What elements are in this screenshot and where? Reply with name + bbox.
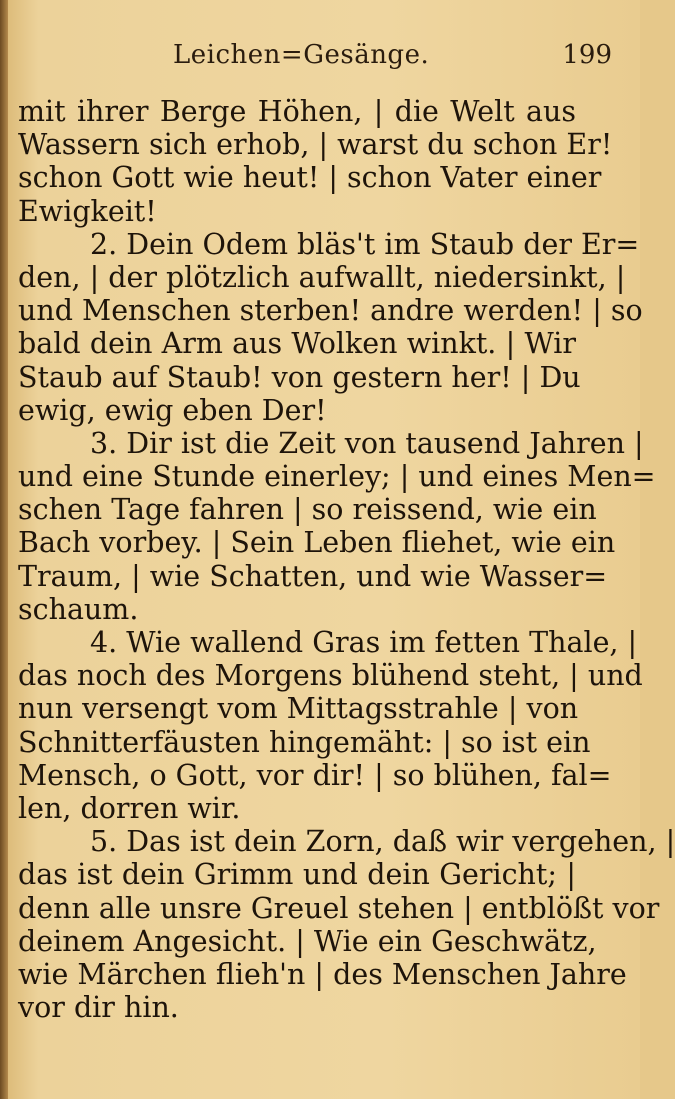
text-line: Traum, | wie Schatten, und wie Wasser= xyxy=(18,559,608,593)
text-line: nun versengt vom Mittagsstrahle | von xyxy=(18,692,579,726)
text-line: Bach vorbey. | Sein Leben fliehet, wie ein xyxy=(18,526,616,560)
text-line: bald dein Arm aus Wolken winkt. | Wir xyxy=(18,327,576,361)
text-line: Ewigkeit! xyxy=(18,194,157,228)
text-line: das noch des Morgens blühend steht, | und xyxy=(18,659,643,693)
page-header xyxy=(18,40,612,80)
text-line: Wassern sich erhob, | warst du schon Er! xyxy=(18,128,613,162)
page-gutter-edge xyxy=(0,0,8,1099)
text-line: Schnitterfäusten hingemäht: | so ist ein xyxy=(18,725,591,759)
text-line: wie Märchen flieh'n | des Menschen Jahre xyxy=(18,957,627,991)
text-line: den, | der plötzlich aufwallt, niedersinkt, | xyxy=(18,260,626,294)
text-line: len, dorren wir. xyxy=(18,791,241,825)
text-line: ewig, ewig eben Der! xyxy=(18,393,327,427)
text-line: schaum. xyxy=(18,592,139,626)
text-line: schon Gott wie heut! | schon Vater einer xyxy=(18,161,602,195)
text-line: mit ihrer Berge Höhen, | die Welt aus xyxy=(18,95,576,128)
text-line: 2. Dein Odem bläs't im Staub der Er= xyxy=(90,227,640,261)
text-line: das ist dein Grimm und dein Gericht; | xyxy=(18,858,576,892)
text-line: 3. Dir ist die Zeit von tausend Jahren | xyxy=(90,426,644,460)
text-line: und eine Stunde einerley; | und eines Men= xyxy=(18,460,656,494)
text-line: deinem Angesicht. | Wie ein Geschwätz, xyxy=(18,924,597,958)
text-line: vor dir hin. xyxy=(18,991,179,1025)
page-number: 199 xyxy=(562,40,612,70)
text-line: 4. Wie wallend Gras im fetten Thale, | xyxy=(90,626,638,659)
text-line: denn alle unsre Greuel stehen | entblößt vor xyxy=(18,891,660,925)
hymn-text xyxy=(18,95,675,1025)
text-line: Mensch, o Gott, vor dir! | so blühen, fal= xyxy=(18,758,612,792)
text-line: schen Tage fahren | so reissend, wie ein xyxy=(18,493,597,527)
text-line: 5. Das ist dein Zorn, daß wir vergehen, | xyxy=(90,825,675,859)
text-line: Staub auf Staub! von gestern her! | Du xyxy=(18,360,581,394)
running-head: Leichen=Gesänge. xyxy=(173,40,430,70)
text-line: und Menschen sterben! andre werden! | so xyxy=(18,294,643,328)
